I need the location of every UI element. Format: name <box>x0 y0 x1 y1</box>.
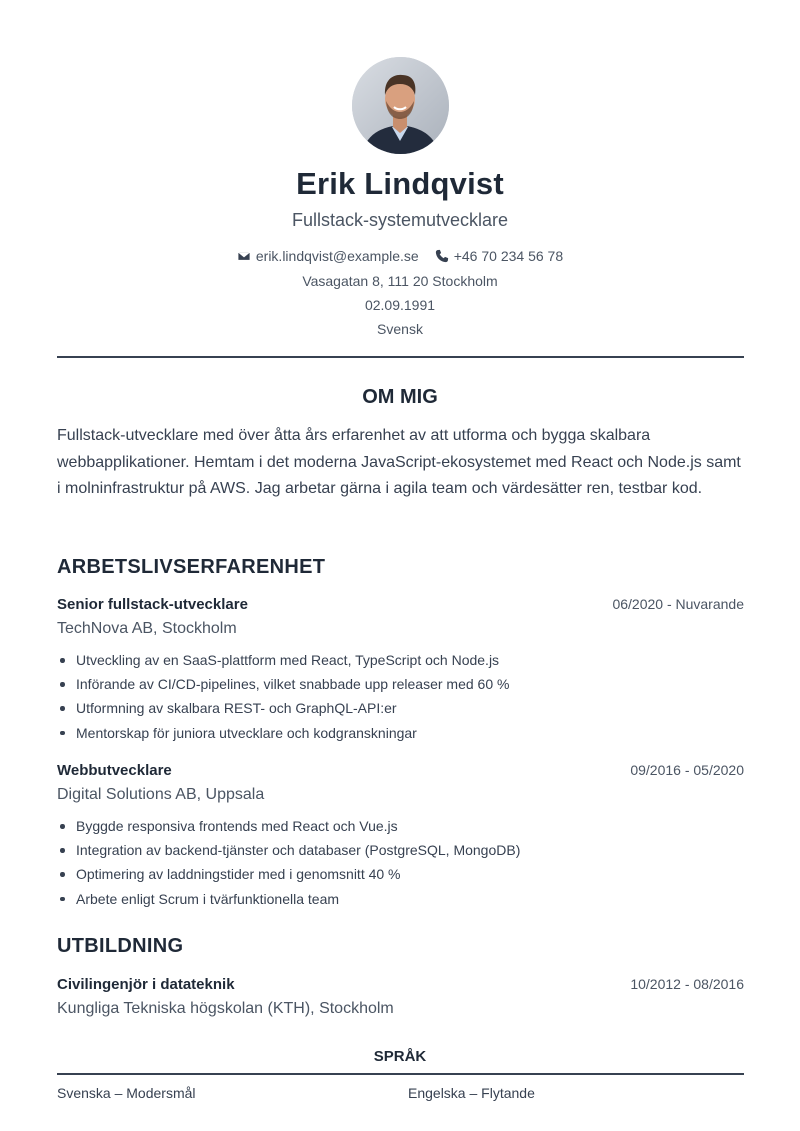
job-title-headline: Fullstack-systemutvecklare <box>291 210 509 230</box>
languages-heading: SPRÅK <box>373 1048 427 1065</box>
language-item: Svenska – Modersmål <box>57 1085 196 1101</box>
job-dates: 09/2016 - 05/2020 <box>630 762 744 778</box>
header-divider <box>57 356 744 358</box>
degree-title: Civilingenjör i datateknik <box>57 976 235 993</box>
school-name: Kungliga Tekniska högskolan (KTH), Stockholm <box>57 1000 394 1017</box>
job-bullets <box>57 814 747 911</box>
job-company: Digital Solutions AB, Uppsala <box>57 786 265 803</box>
job-company: TechNova AB, Stockholm <box>57 620 237 637</box>
about-heading: OM MIG <box>362 386 438 408</box>
list-item: Byggde responsiva frontends med React och Vue.js <box>57 814 747 838</box>
phone-icon <box>435 249 449 263</box>
contact-row <box>0 248 800 264</box>
job-title: Senior fullstack-utvecklare <box>57 596 248 613</box>
list-item: Mentorskap för juniora utvecklare och kodgranskningar <box>57 721 747 745</box>
list-item: Optimering av laddningstider med i genomsnitt 40 % <box>57 862 747 886</box>
birthdate: 02.09.1991 <box>364 297 436 313</box>
language-item: Engelska – Flytande <box>408 1085 535 1101</box>
languages-divider <box>57 1073 744 1075</box>
contact-phone[interactable] <box>435 248 563 264</box>
education-dates: 10/2012 - 08/2016 <box>630 976 744 992</box>
email-text: erik.lindqvist@example.se <box>255 248 419 264</box>
phone-text: +46 70 234 56 78 <box>453 248 564 264</box>
about-text: Fullstack-utvecklare med över åtta års erfarenhet av att utforma och bygga skalbara webbapplikationer. Hemtam i det moderna JavaScript-ekosystemet med React och Node.js samt i molninfrastruktur på AWS. Jag arbetar gärna i agila team och värdesätter ren, testbar kod. <box>57 427 741 497</box>
job-title: Webbutvecklare <box>57 762 172 779</box>
envelope-icon <box>237 249 251 263</box>
job-bullets <box>57 648 747 745</box>
address: Vasagatan 8, 111 20 Stockholm <box>302 273 498 289</box>
person-name: Erik Lindqvist <box>296 166 504 201</box>
list-item: Utveckling av en SaaS-plattform med React, TypeScript och Node.js <box>57 648 747 672</box>
avatar-image <box>352 57 449 154</box>
education-heading: UTBILDNING <box>57 935 184 957</box>
job-dates: 06/2020 - Nuvarande <box>612 596 744 612</box>
nationality: Svensk <box>377 321 423 337</box>
list-item: Utformning av skalbara REST- och GraphQL-API:er <box>57 696 747 720</box>
experience-heading: ARBETSLIVSERFARENHET <box>57 556 326 578</box>
contact-email[interactable] <box>237 248 419 264</box>
profile-photo <box>352 57 449 154</box>
list-item: Integration av backend-tjänster och databaser (PostgreSQL, MongoDB) <box>57 838 747 862</box>
list-item: Införande av CI/CD-pipelines, vilket snabbade upp releaser med 60 % <box>57 672 747 696</box>
list-item: Arbete enligt Scrum i tvärfunktionella team <box>57 887 747 911</box>
